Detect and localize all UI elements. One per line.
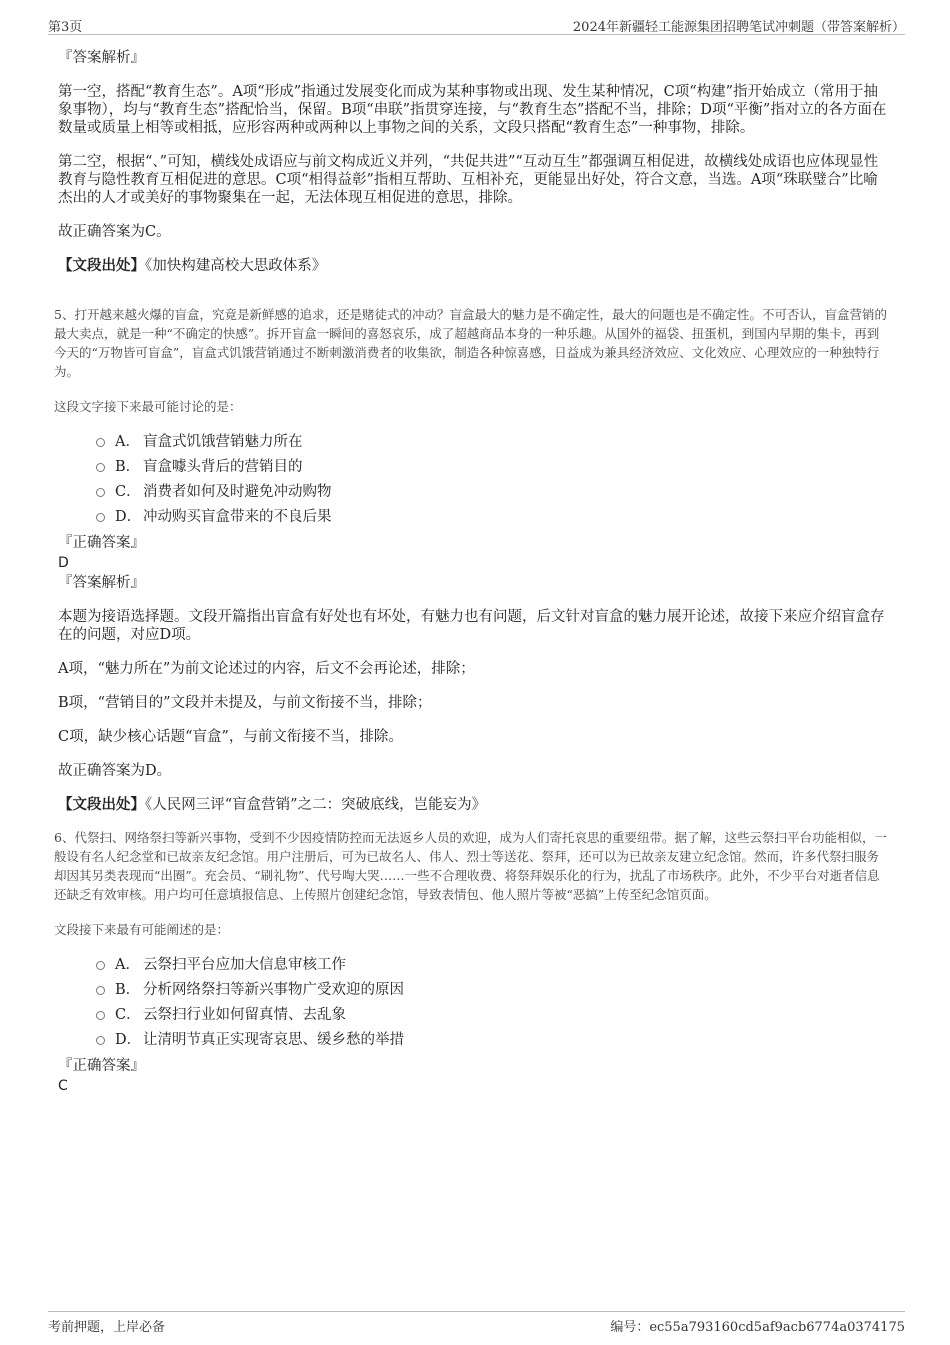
jiexi-label: 『答案解析』	[58, 575, 145, 591]
explanation-para-1: 本题为接语选择题。文段开篇指出盲盒有好处也有坏处，有魅力也有问题，后文针对盲盒的魅力展开论述，故接下来应介绍盲盒存在的问题，对应D项。	[58, 609, 885, 643]
page-footer	[48, 1311, 905, 1334]
radio-icon[interactable]	[96, 986, 105, 995]
explanation-para-2: A项，“魅力所在”为前文论述过的内容，后文不会再论述，排除；	[58, 661, 475, 677]
option-d[interactable]: D． 冲动购买盲盒带来的不良后果	[96, 503, 890, 528]
source-text: 《人民网三评“盲盒营销”之二：突破底线，岂能妄为》	[145, 797, 487, 813]
answer-label: 『正确答案』	[58, 535, 145, 551]
conclusion: 故正确答案为D。	[58, 763, 172, 779]
source-label: 【文段出处】	[58, 257, 145, 274]
page-number: 第3页	[48, 20, 83, 35]
radio-icon[interactable]	[96, 1011, 105, 1020]
source	[58, 796, 890, 814]
question-6-options	[58, 951, 890, 1051]
radio-icon[interactable]	[96, 1036, 105, 1045]
page-header	[48, 14, 905, 35]
radio-icon[interactable]	[96, 961, 105, 970]
footer-slogan: 考前押题，上岸必备	[48, 1320, 166, 1335]
correct-answer: D	[58, 555, 69, 571]
document-title: 2024年新疆轻工能源集团招聘笔试冲刺题（带答案解析）	[572, 20, 905, 35]
option-b[interactable]: B． 分析网络祭扫等新兴事物广受欢迎的原因	[96, 976, 890, 1001]
explanation-para-4: C项，缺少核心话题“盲盒”，与前文衔接不当，排除。	[58, 729, 403, 745]
source-label: 【文段出处】	[58, 796, 145, 813]
option-c[interactable]: C． 云祭扫行业如何留真情、去乱象	[96, 1001, 890, 1026]
document-id: 编号：ec55a793160cd5af9acb6774a0374175	[610, 1320, 905, 1335]
correct-answer: C	[58, 1078, 68, 1094]
source-text: 《加快构建高校大思政体系》	[145, 258, 327, 274]
option-a[interactable]: A． 盲盒式饥饿营销魅力所在	[96, 428, 890, 453]
explanation-para-1: 第一空，搭配“教育生态”。A项“形成”指通过发展变化而成为某种事物或出现、发生某种情况，C项“构建”指开始成立（常用于抽象事物），均与“教育生态”搭配恰当，保留。B项“串联”指贯穿连接，与“教育生态”搭配不当，排除；D项“平衡”指对立的各方面在数量或质量上相等或相抵，应形容两种或两种以上事物之间的关系，文段只搭配“教育生态”一种事物，排除。	[58, 84, 887, 136]
question-6-prompt: 文段接下来最有可能阐述的是：	[54, 922, 230, 937]
question-6-stem: 6、代祭扫、网络祭扫等新兴事物，受到不少因疫情防控而无法返乡人员的欢迎，成为人们寄托哀思的重要纽带。据了解，这些云祭扫平台功能相似，一般设有名人纪念堂和已故亲友纪念馆。用户注册后，可为已故名人、伟人、烈士等送花、祭拜，还可以为已故亲友建立纪念馆。然而，许多代祭扫服务却因其另类表现而“出圈”。充会员、“刷礼物”、代号啕大哭……一些不合理收费、将祭拜娱乐化的行为，扰乱了市场秩序。此外，不少平台对逝者信息还缺乏有效审核。用户均可任意填报信息、上传照片创建纪念馆，导致表情包、他人照片等被“恶搞”上传至纪念馆页面。	[54, 830, 887, 902]
option-d[interactable]: D． 让清明节真正实现寄哀思、缓乡愁的举措	[96, 1026, 890, 1051]
explanation-para-3: B项，“营销目的”文段并未提及，与前文衔接不当，排除；	[58, 695, 432, 711]
radio-icon[interactable]	[96, 463, 105, 472]
answer-label: 『正确答案』	[58, 1058, 145, 1074]
page-content	[54, 45, 890, 1095]
option-b[interactable]: B． 盲盒噱头背后的营销目的	[96, 453, 890, 478]
jiexi-label: 『答案解析』	[58, 50, 145, 66]
conclusion: 故正确答案为C。	[58, 224, 171, 240]
source	[58, 257, 890, 275]
explanation-para-2: 第二空，根据“、”可知，横线处成语应与前文构成近义并列，“共促共进”“互动互生”都强调互相促进，故横线处成语也应体现显性教育与隐性教育互相促进的意思。C项“相得益彰”指相互帮助、互相补充，更能显出好处，符合文意，当选。A项“珠联璧合”比喻杰出的人才或美好的事物聚集在一起，无法体现互相促进的意思，排除。	[58, 154, 879, 206]
option-c[interactable]: C． 消费者如何及时避免冲动购物	[96, 478, 890, 503]
question-5-options	[58, 428, 890, 528]
question-5-prompt: 这段文字接下来最可能讨论的是：	[54, 399, 242, 414]
radio-icon[interactable]	[96, 488, 105, 497]
option-a[interactable]: A． 云祭扫平台应加大信息审核工作	[96, 951, 890, 976]
radio-icon[interactable]	[96, 513, 105, 522]
radio-icon[interactable]	[96, 438, 105, 447]
question-5-stem: 5、打开越来越火爆的盲盒，究竟是新鲜感的追求，还是赌徒式的冲动？盲盒最大的魅力是不确定性，最大的问题也是不确定性。不可否认，盲盒营销的最大卖点，就是一种“不确定的快感”。拆开盲盒一瞬间的喜怒哀乐，成了超越商品本身的一种乐趣。从国外的福袋、扭蛋机，到国内早期的集卡，再到今天的“万物皆可盲盒”，盲盒式饥饿营销通过不断刺激消费者的收集欲，制造各种惊喜感，日益成为兼具经济效应、文化效应、心理效应的一种独特行为。	[54, 307, 887, 379]
